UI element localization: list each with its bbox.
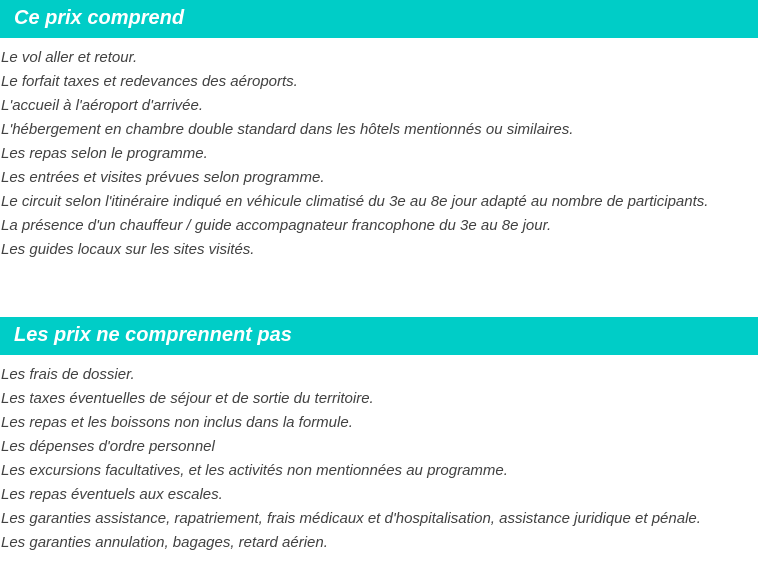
list-item: Les taxes éventuelles de séjour et de sortie du territoire. (1, 390, 374, 407)
price-includes-header-bar (0, 0, 758, 38)
list-item: Les garanties annulation, bagages, retard aérien. (1, 534, 328, 551)
price-excludes-list (0, 363, 758, 555)
list-item: Les repas éventuels aux escales. (1, 486, 223, 503)
list-item: Les entrées et visites prévues selon programme. (1, 169, 325, 186)
list-item: L'accueil à l'aéroport d'arrivée. (1, 97, 204, 114)
list-item: Les excursions facultatives, et les activités non mentionnées au programme. (1, 462, 508, 479)
list-item: Le vol aller et retour. (1, 49, 138, 66)
list-item: Le forfait taxes et redevances des aéroports. (1, 73, 298, 90)
list-item: Les frais de dossier. (1, 366, 135, 383)
price-includes-title: Ce prix comprend (14, 7, 185, 29)
list-item: Les garanties assistance, rapatriement, frais médicaux et d'hospitalisation, assistance juridique et pénale. (1, 510, 701, 527)
price-includes-section (0, 0, 758, 262)
price-excludes-title: Les prix ne comprennent pas (14, 324, 292, 346)
list-item: L'hébergement en chambre double standard dans les hôtels mentionnés ou similaires. (1, 121, 574, 138)
price-includes-list (0, 46, 758, 262)
list-item: La présence d'un chauffeur / guide accompagnateur francophone du 3e au 8e jour. (1, 217, 552, 234)
list-item: Les dépenses d'ordre personnel (1, 438, 215, 455)
list-item: Les guides locaux sur les sites visités. (1, 241, 255, 258)
list-item: Les repas et les boissons non inclus dans la formule. (1, 414, 353, 431)
price-excludes-section (0, 317, 758, 555)
list-item: Les repas selon le programme. (1, 145, 208, 162)
price-excludes-header-bar (0, 317, 758, 355)
list-item: Le circuit selon l'itinéraire indiqué en véhicule climatisé du 3e au 8e jour adapté au nombre de participants. (1, 193, 709, 210)
